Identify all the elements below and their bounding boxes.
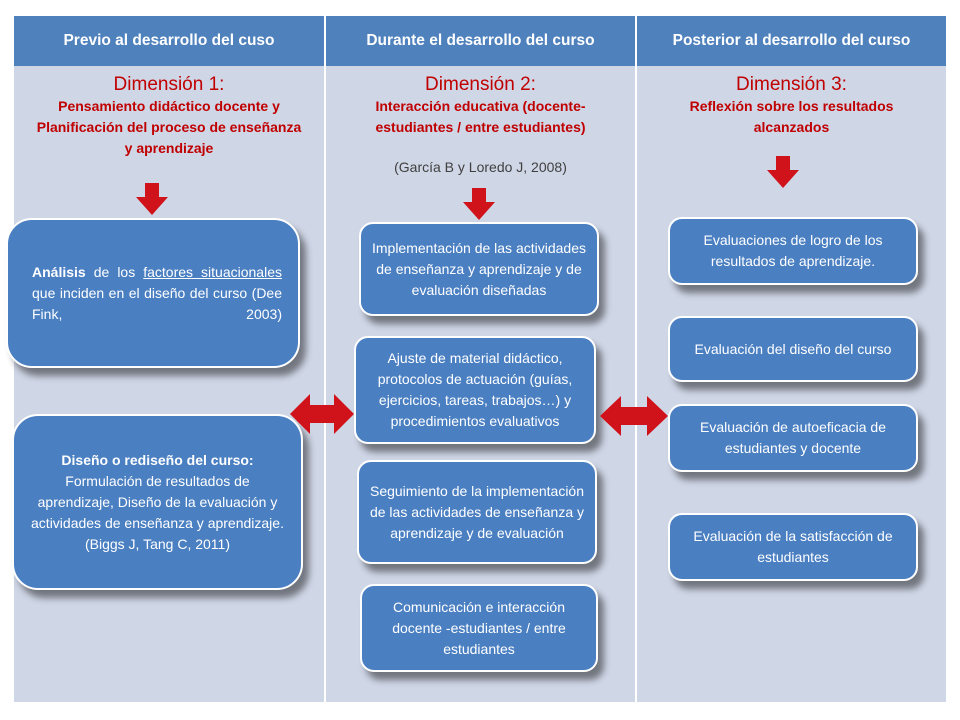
- dimension-2: [326, 74, 635, 138]
- implementacion-text: Implementación de las actividades de enseñanza y aprendizaje y de evaluación diseñadas: [371, 239, 586, 298]
- implementacion-box: [359, 222, 599, 316]
- analisis-factores-box: [6, 218, 300, 368]
- evaluaciones-logro-box: [668, 217, 918, 285]
- dimension-1: [14, 74, 324, 159]
- column-header-previo: Previo al desarrollo del cuso: [14, 16, 324, 66]
- diseno-curso-box: [12, 414, 303, 590]
- analisis-factores-text: Análisis de los factores situacionales que inciden en el diseño del curso (Dee Fink, 2003): [32, 263, 282, 322]
- dimension-3-title: Dimensión 3:: [736, 74, 847, 95]
- evaluacion-diseno-box: [668, 316, 918, 382]
- dimension-1-title: Dimensión 1:: [113, 74, 225, 95]
- diseno-curso-text: Diseño o rediseño del curso: Formulación de resultados de aprendizaje, Diseño de la evaluación y actividades de enseñanza y aprendizaje. (Biggs J, Tang C, 2011): [31, 451, 284, 552]
- dimension-1-subtitle: Pensamiento didáctico docente y Planificación del proceso de enseñanza y aprendizaje: [36, 98, 302, 156]
- column-header-posterior: Posterior al desarrollo del curso: [637, 16, 946, 66]
- evaluacion-diseno-text: Evaluación del diseño del curso: [694, 340, 892, 357]
- column-header-durante: Durante el desarrollo del curso: [326, 16, 635, 66]
- dimension-2-citation: (García B y Loredo J, 2008): [394, 159, 567, 175]
- evaluaciones-logro-text: Evaluaciones de logro de los resultados de aprendizaje.: [703, 232, 883, 269]
- double-arrow-icon: [600, 394, 668, 438]
- dimension-3: [637, 74, 946, 138]
- dimension-2-title: Dimensión 2:: [425, 74, 536, 95]
- evaluacion-satisfaccion-text: Evaluación de la satisfacción de estudiantes: [693, 528, 893, 565]
- dimension-3-subtitle: Reflexión sobre los resultados alcanzados: [689, 98, 894, 135]
- evaluacion-satisfaccion-box: [668, 513, 918, 581]
- dimension-2-subtitle: Interacción educativa (docente-estudiantes / entre estudiantes): [375, 98, 586, 135]
- comunicacion-text: Comunicación e interacción docente -estudiantes / entre estudiantes: [392, 598, 566, 657]
- comunicacion-box: [360, 584, 598, 672]
- seguimiento-text: Seguimiento de la implementación de las actividades de enseñanza y aprendizaje y de evaluación: [369, 482, 585, 541]
- seguimiento-box: [357, 460, 597, 564]
- evaluacion-autoeficacia-text: Evaluación de autoeficacia de estudiantes y docente: [699, 419, 887, 456]
- down-arrow-icon: [767, 156, 799, 188]
- down-arrow-icon: [136, 183, 168, 215]
- evaluacion-autoeficacia-box: [668, 404, 918, 472]
- ajuste-material-text: Ajuste de material didáctico, protocolos de actuación (guías, ejercicios, tareas, trabajos…) y procedimientos evaluativos: [377, 350, 573, 429]
- double-arrow-icon: [290, 392, 354, 436]
- ajuste-material-box: [354, 336, 596, 444]
- down-arrow-icon: [463, 188, 495, 220]
